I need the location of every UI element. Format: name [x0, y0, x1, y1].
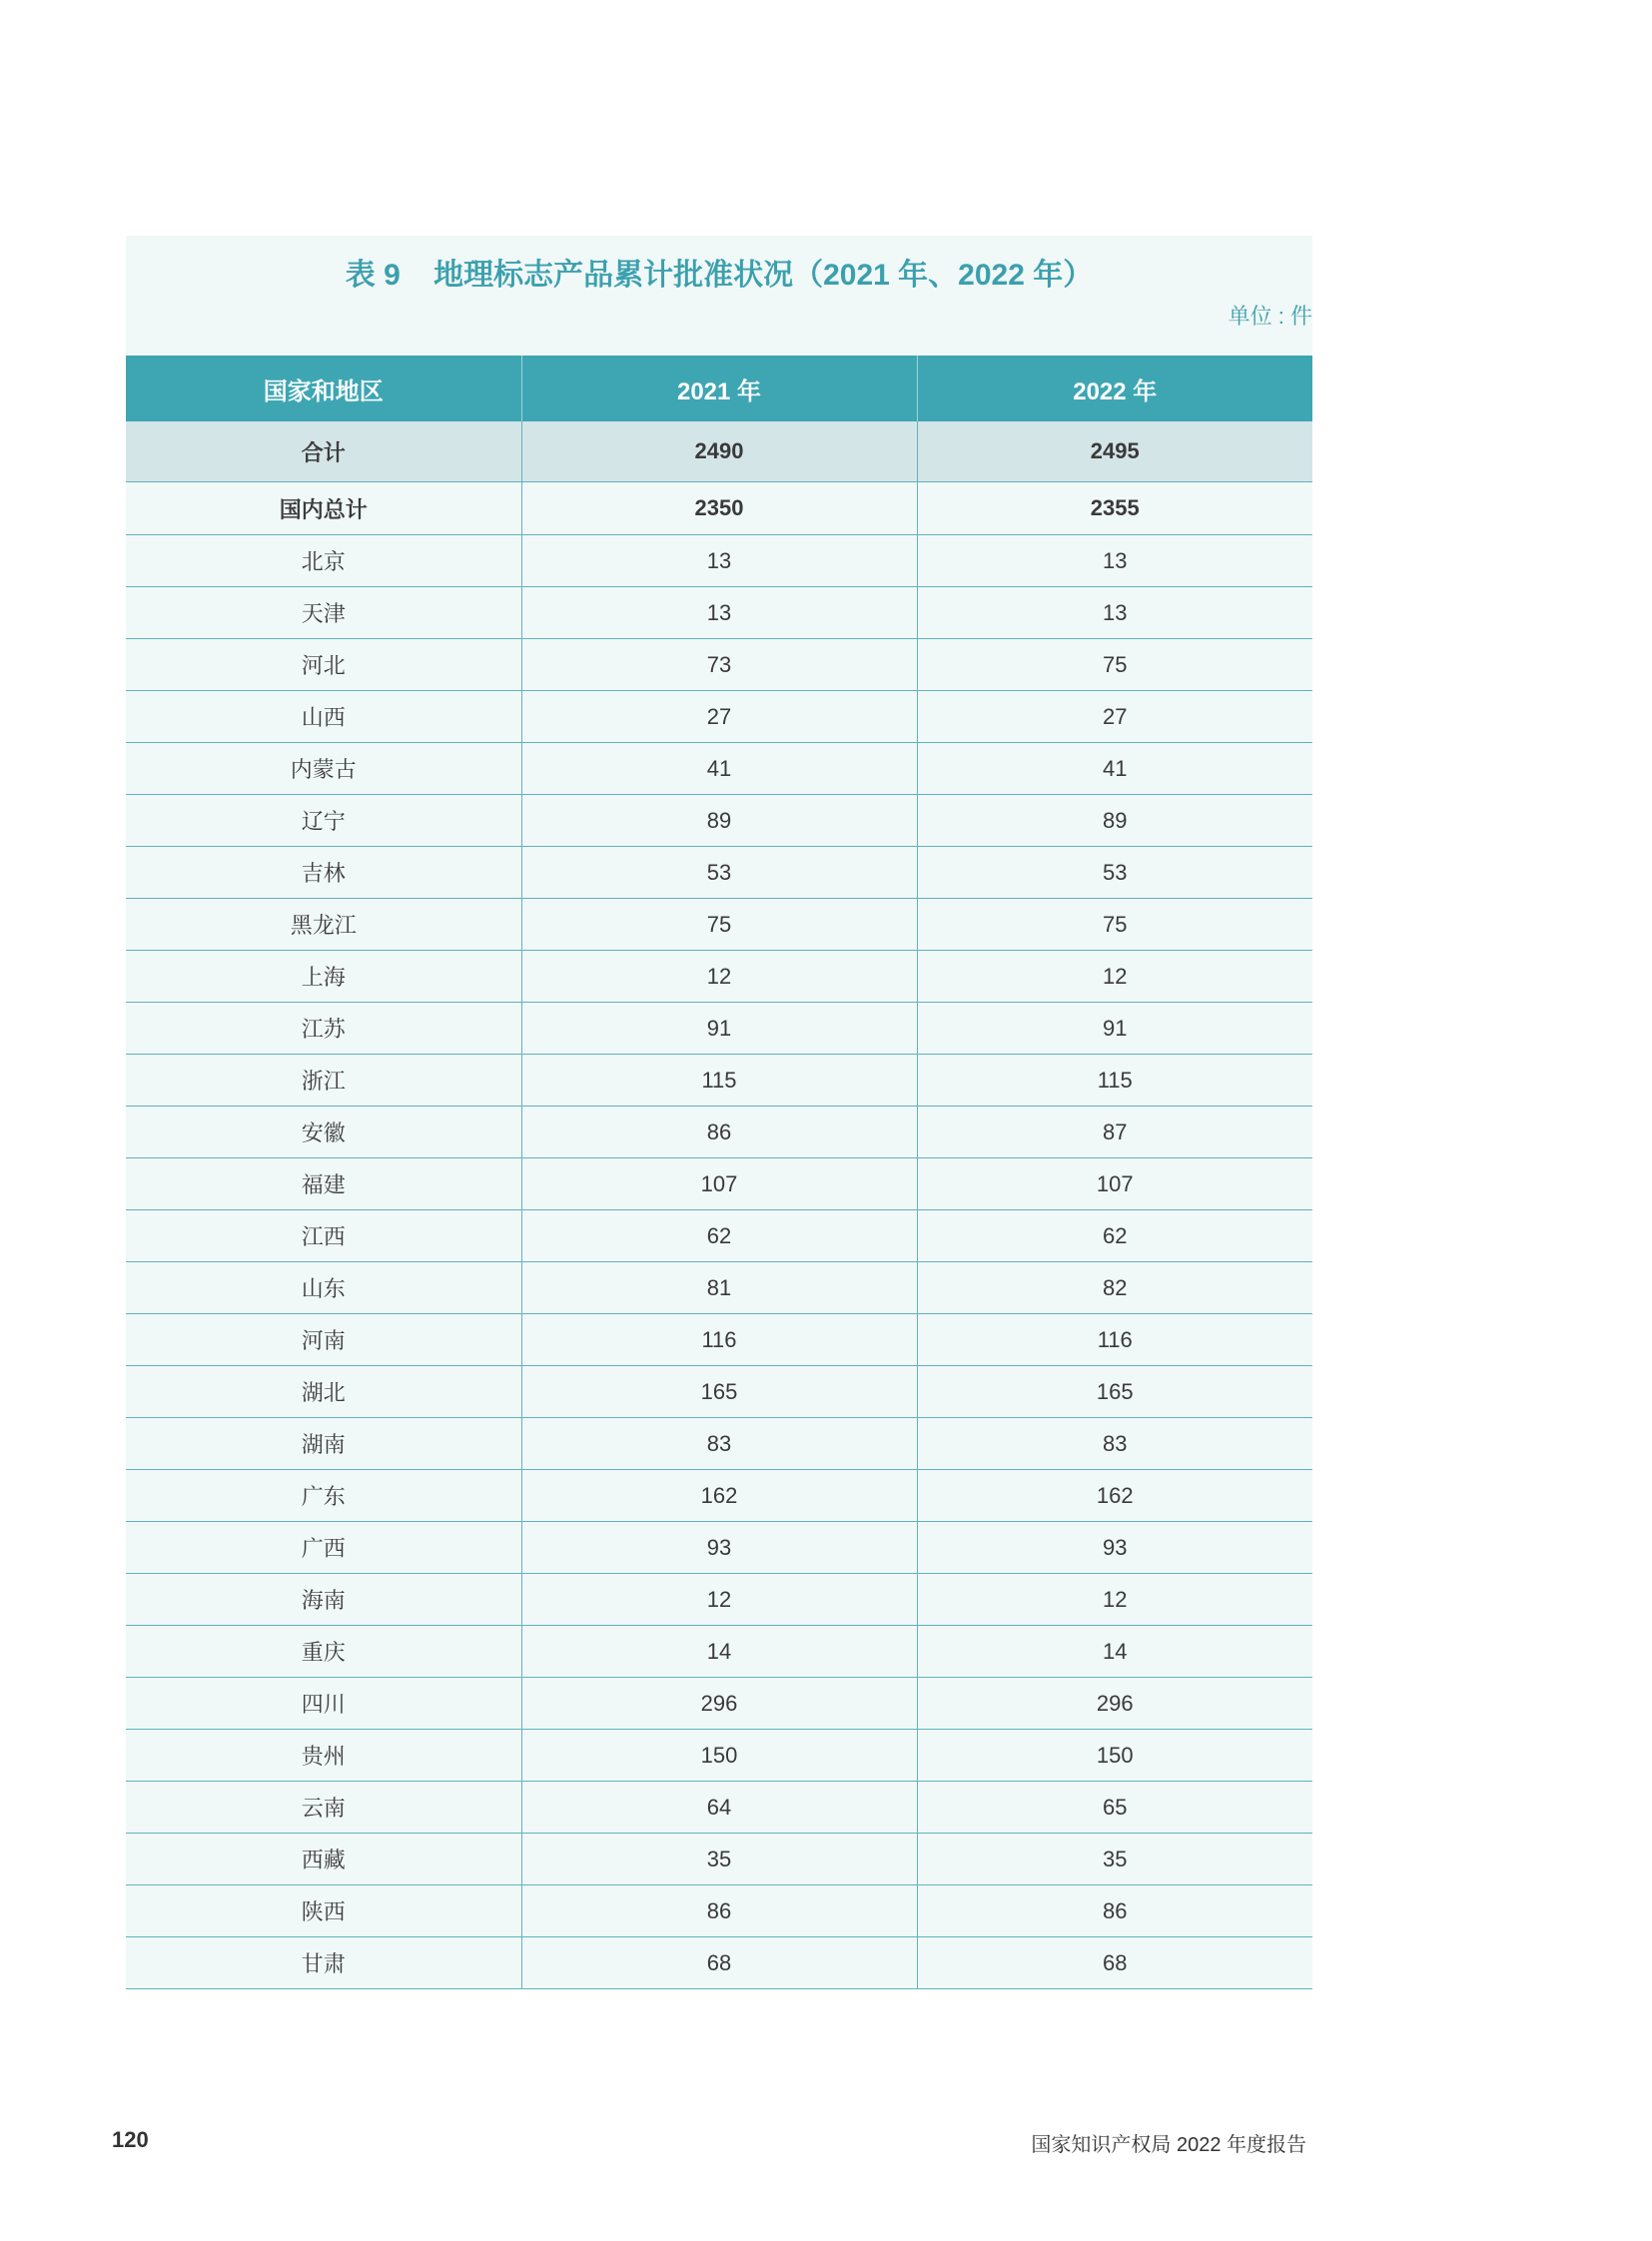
table-row [126, 951, 1312, 1003]
region-cell: 内蒙古 [126, 743, 521, 795]
table-row [126, 1314, 1312, 1366]
value-2021-cell: 53 [521, 847, 917, 899]
table-row [126, 1834, 1312, 1885]
page-number: 120 [112, 2127, 149, 2152]
total-row [126, 421, 1312, 482]
value-2021-cell: 86 [521, 1107, 917, 1158]
region-cell: 四川 [126, 1678, 521, 1730]
value-2021-cell: 150 [521, 1730, 917, 1782]
table-row [126, 1470, 1312, 1522]
value-2021-cell: 296 [521, 1678, 917, 1730]
column-header-region: 国家和地区 [126, 356, 521, 421]
value-2022-cell: 107 [917, 1158, 1312, 1210]
value-2022-cell: 83 [917, 1418, 1312, 1470]
value-2022-cell: 75 [917, 899, 1312, 951]
table-row [126, 795, 1312, 847]
table-row [126, 1678, 1312, 1730]
region-cell: 云南 [126, 1782, 521, 1834]
table-row [126, 1210, 1312, 1262]
total-label: 合计 [126, 421, 521, 482]
region-cell: 海南 [126, 1574, 521, 1626]
region-cell: 北京 [126, 535, 521, 587]
table-row [126, 1730, 1312, 1782]
value-2022-cell: 35 [917, 1834, 1312, 1885]
value-2021-cell: 35 [521, 1834, 917, 1885]
table-row [126, 1366, 1312, 1418]
value-2022-cell: 14 [917, 1626, 1312, 1678]
table-row [126, 1418, 1312, 1470]
value-2021-cell: 116 [521, 1314, 917, 1366]
value-2021-cell: 86 [521, 1885, 917, 1937]
value-2021-cell: 68 [521, 1937, 917, 1989]
value-2021-cell: 73 [521, 639, 917, 691]
table-row [126, 535, 1312, 587]
value-2021-cell: 81 [521, 1262, 917, 1314]
region-cell: 山东 [126, 1262, 521, 1314]
region-cell: 湖北 [126, 1366, 521, 1418]
region-cell: 天津 [126, 587, 521, 639]
value-2021-cell: 89 [521, 795, 917, 847]
value-2022-cell: 75 [917, 639, 1312, 691]
table-row [126, 1782, 1312, 1834]
region-cell: 黑龙江 [126, 899, 521, 951]
value-2022-cell: 150 [917, 1730, 1312, 1782]
value-2022-cell: 13 [917, 535, 1312, 587]
value-2021-cell: 115 [521, 1055, 917, 1107]
value-2022-cell: 116 [917, 1314, 1312, 1366]
table-row [126, 1262, 1312, 1314]
value-2022-cell: 93 [917, 1522, 1312, 1574]
value-2022-cell: 115 [917, 1055, 1312, 1107]
region-cell: 广东 [126, 1470, 521, 1522]
header-row [126, 356, 1312, 421]
value-2022-cell: 91 [917, 1003, 1312, 1055]
region-cell: 广西 [126, 1522, 521, 1574]
value-2022-cell: 65 [917, 1782, 1312, 1834]
value-2022-cell: 296 [917, 1678, 1312, 1730]
value-2021-cell: 14 [521, 1626, 917, 1678]
column-header-2021: 2021 年 [521, 356, 917, 421]
value-2022-cell: 12 [917, 951, 1312, 1003]
value-2022-cell: 53 [917, 847, 1312, 899]
table-row [126, 1937, 1312, 1989]
report-title: 国家知识产权局 2022 年度报告 [1031, 2134, 1306, 2156]
table-row [126, 691, 1312, 743]
value-2022-cell: 162 [917, 1470, 1312, 1522]
value-2022-cell: 87 [917, 1107, 1312, 1158]
value-2021-cell: 12 [521, 1574, 917, 1626]
value-2022-cell: 68 [917, 1937, 1312, 1989]
region-cell: 吉林 [126, 847, 521, 899]
table-row [126, 639, 1312, 691]
region-cell: 江苏 [126, 1003, 521, 1055]
value-2022-cell: 62 [917, 1210, 1312, 1262]
value-2022-cell: 82 [917, 1262, 1312, 1314]
table-row [126, 1626, 1312, 1678]
value-2022-cell: 12 [917, 1574, 1312, 1626]
domestic-total-2021: 2350 [521, 482, 917, 535]
table-row [126, 847, 1312, 899]
value-2021-cell: 13 [521, 587, 917, 639]
table-row [126, 587, 1312, 639]
value-2021-cell: 83 [521, 1418, 917, 1470]
column-header-2022: 2022 年 [917, 356, 1312, 421]
table-row [126, 1574, 1312, 1626]
table-row [126, 1107, 1312, 1158]
region-cell: 上海 [126, 951, 521, 1003]
region-cell: 辽宁 [126, 795, 521, 847]
title-area [126, 236, 1312, 356]
region-cell: 江西 [126, 1210, 521, 1262]
value-2021-cell: 41 [521, 743, 917, 795]
table-row [126, 1055, 1312, 1107]
value-2021-cell: 62 [521, 1210, 917, 1262]
domestic-total-label: 国内总计 [126, 482, 521, 535]
region-cell: 河北 [126, 639, 521, 691]
value-2022-cell: 13 [917, 587, 1312, 639]
value-2021-cell: 27 [521, 691, 917, 743]
region-cell: 甘肃 [126, 1937, 521, 1989]
total-2021: 2490 [521, 421, 917, 482]
region-cell: 贵州 [126, 1730, 521, 1782]
value-2022-cell: 27 [917, 691, 1312, 743]
value-2021-cell: 75 [521, 899, 917, 951]
table-row [126, 1885, 1312, 1937]
region-cell: 湖南 [126, 1418, 521, 1470]
table-row [126, 899, 1312, 951]
value-2022-cell: 89 [917, 795, 1312, 847]
value-2021-cell: 13 [521, 535, 917, 587]
region-cell: 重庆 [126, 1626, 521, 1678]
value-2021-cell: 165 [521, 1366, 917, 1418]
region-cell: 河南 [126, 1314, 521, 1366]
region-cell: 福建 [126, 1158, 521, 1210]
region-cell: 西藏 [126, 1834, 521, 1885]
total-2022: 2495 [917, 421, 1312, 482]
table-row [126, 1158, 1312, 1210]
value-2021-cell: 162 [521, 1470, 917, 1522]
value-2022-cell: 86 [917, 1885, 1312, 1937]
region-cell: 陕西 [126, 1885, 521, 1937]
value-2022-cell: 165 [917, 1366, 1312, 1418]
table-row [126, 743, 1312, 795]
table-row [126, 1003, 1312, 1055]
region-cell: 山西 [126, 691, 521, 743]
value-2021-cell: 107 [521, 1158, 917, 1210]
value-2021-cell: 12 [521, 951, 917, 1003]
unit-label: 单位 : 件 [1228, 304, 1312, 329]
region-cell: 安徽 [126, 1107, 521, 1158]
domestic-total-row [126, 482, 1312, 535]
domestic-total-2022: 2355 [917, 482, 1312, 535]
value-2021-cell: 91 [521, 1003, 917, 1055]
value-2022-cell: 41 [917, 743, 1312, 795]
region-cell: 浙江 [126, 1055, 521, 1107]
data-table [126, 356, 1312, 1989]
table-row [126, 1522, 1312, 1574]
table-panel [126, 236, 1312, 1989]
value-2021-cell: 64 [521, 1782, 917, 1834]
table-title: 表 9 地理标志产品累计批准状况（2021 年、2022 年） [345, 259, 1094, 292]
value-2021-cell: 93 [521, 1522, 917, 1574]
